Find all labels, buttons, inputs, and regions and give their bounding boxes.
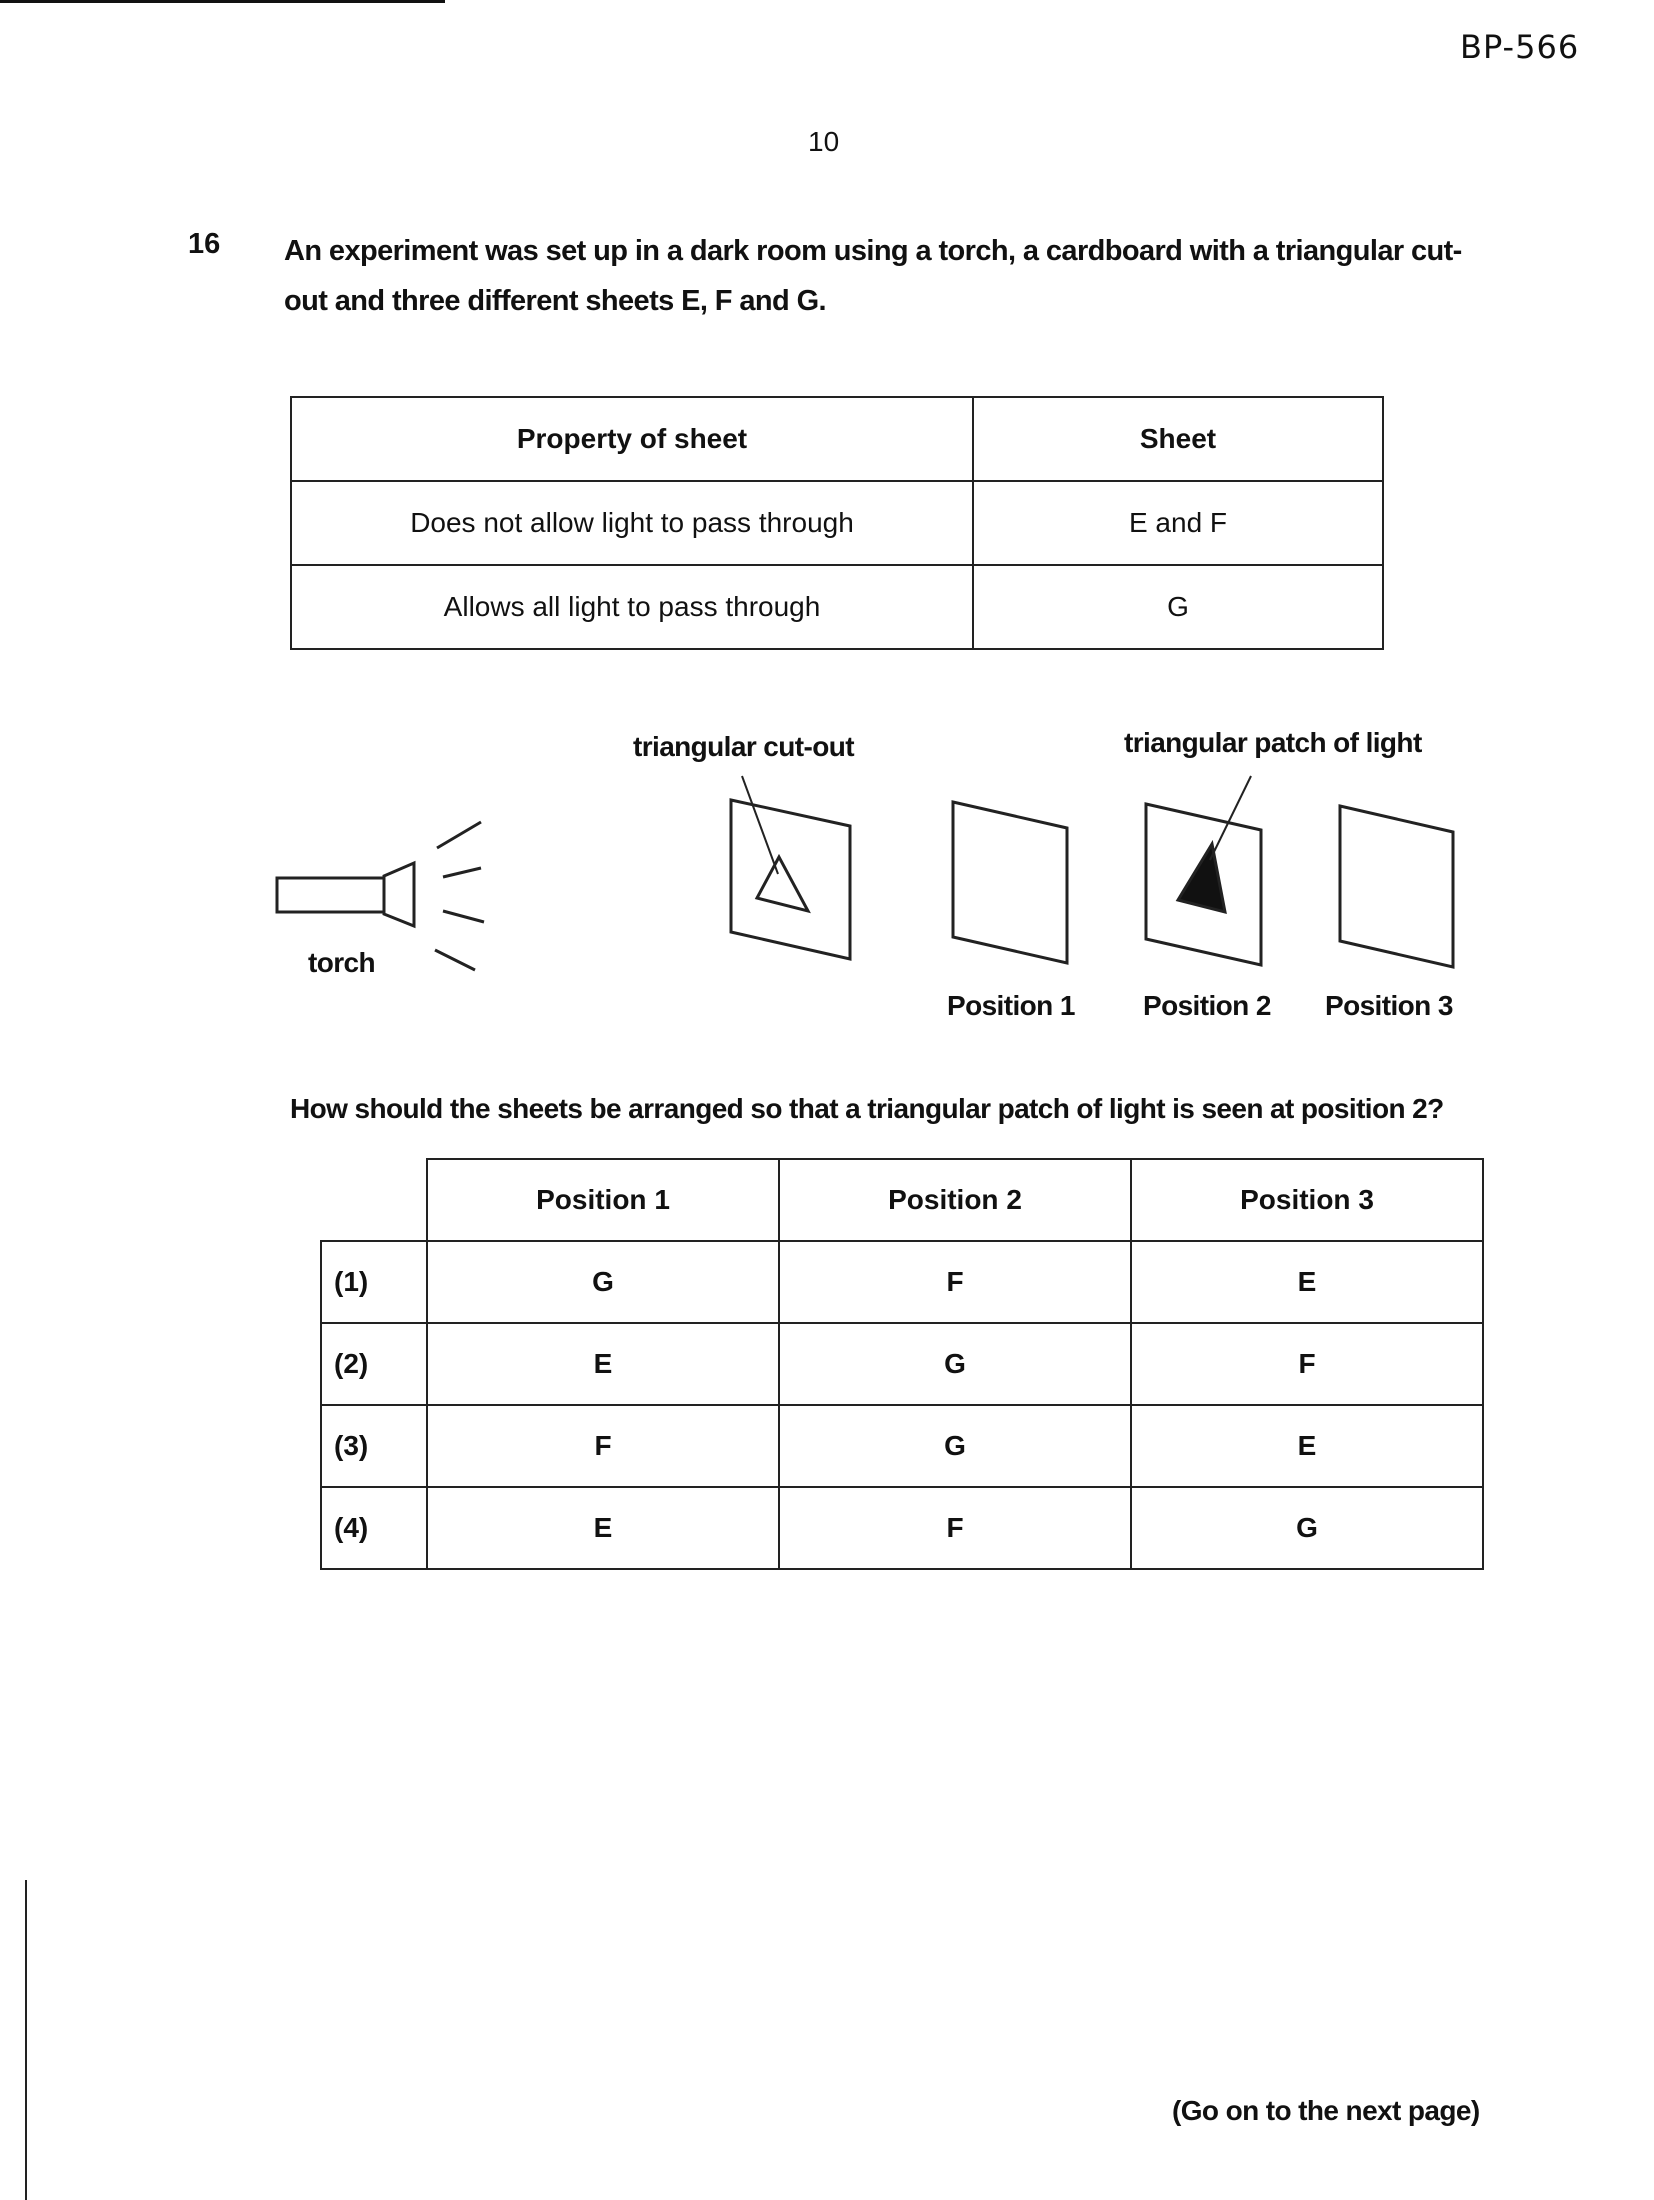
option-cell: E bbox=[1131, 1241, 1483, 1323]
question-number: 16 bbox=[188, 228, 221, 260]
experiment-diagram bbox=[0, 700, 1654, 1040]
option-cell: G bbox=[427, 1241, 779, 1323]
patch-label: triangular patch of light bbox=[1124, 727, 1422, 758]
torch-label: torch bbox=[308, 947, 376, 978]
header-position-2: Position 2 bbox=[779, 1159, 1131, 1241]
option-cell: G bbox=[779, 1405, 1131, 1487]
margin-rule bbox=[25, 1880, 27, 2200]
option-cell: E bbox=[1131, 1405, 1483, 1487]
header-property: Property of sheet bbox=[291, 397, 973, 481]
position-1-sheet bbox=[953, 802, 1067, 963]
option-cell: F bbox=[1131, 1323, 1483, 1405]
option-label: (4) bbox=[321, 1487, 427, 1569]
property-cell: Does not allow light to pass through bbox=[291, 481, 973, 565]
table-row bbox=[291, 565, 1383, 649]
option-cell: E bbox=[427, 1487, 779, 1569]
table-row bbox=[321, 1487, 1483, 1569]
patch-pointer bbox=[1210, 776, 1251, 860]
footer-note: (Go on to the next page) bbox=[1172, 2095, 1480, 2126]
position-1-label: Position 1 bbox=[947, 990, 1075, 1021]
light-ray bbox=[435, 950, 475, 970]
cutout-label: triangular cut-out bbox=[633, 731, 854, 762]
page-number: 10 bbox=[808, 126, 840, 157]
top-rule bbox=[0, 0, 445, 3]
light-ray bbox=[437, 822, 481, 848]
option-cell: F bbox=[779, 1241, 1131, 1323]
option-cell: F bbox=[427, 1405, 779, 1487]
torch-body bbox=[277, 878, 384, 912]
cutout-pointer bbox=[742, 776, 778, 874]
option-cell: G bbox=[1131, 1487, 1483, 1569]
header-position-3: Position 3 bbox=[1131, 1159, 1483, 1241]
table-header-row bbox=[321, 1159, 1483, 1241]
option-label: (2) bbox=[321, 1323, 427, 1405]
option-label: (1) bbox=[321, 1241, 427, 1323]
table-row bbox=[321, 1323, 1483, 1405]
position-3-sheet bbox=[1340, 806, 1453, 967]
triangle-cutout bbox=[757, 857, 808, 911]
header-sheet: Sheet bbox=[973, 397, 1383, 481]
options-table bbox=[320, 1158, 1484, 1570]
table-row bbox=[291, 481, 1383, 565]
property-cell: Allows all light to pass through bbox=[291, 565, 973, 649]
question-text: An experiment was set up in a dark room using a torch, a cardboard with a triangular cut-out and three different sheets E, F and G. bbox=[284, 235, 1462, 317]
light-ray bbox=[443, 911, 484, 922]
option-cell: G bbox=[779, 1323, 1131, 1405]
triangle-patch bbox=[1178, 844, 1225, 912]
option-cell: F bbox=[779, 1487, 1131, 1569]
header-position-1: Position 1 bbox=[427, 1159, 779, 1241]
sheet-cell: G bbox=[973, 565, 1383, 649]
property-table bbox=[290, 396, 1384, 650]
position-2-label: Position 2 bbox=[1143, 990, 1271, 1021]
position-3-label: Position 3 bbox=[1325, 990, 1453, 1021]
question-prompt: How should the sheets be arranged so that a triangular patch of light is seen at position 2? bbox=[290, 1093, 1444, 1124]
paper-code: BP-566 bbox=[1460, 28, 1580, 66]
table-header-row bbox=[291, 397, 1383, 481]
blank-corner bbox=[321, 1159, 427, 1241]
torch-head bbox=[384, 863, 414, 926]
light-ray bbox=[443, 868, 481, 877]
option-label: (3) bbox=[321, 1405, 427, 1487]
sheet-cell: E and F bbox=[973, 481, 1383, 565]
option-cell: E bbox=[427, 1323, 779, 1405]
table-row bbox=[321, 1241, 1483, 1323]
table-row bbox=[321, 1405, 1483, 1487]
